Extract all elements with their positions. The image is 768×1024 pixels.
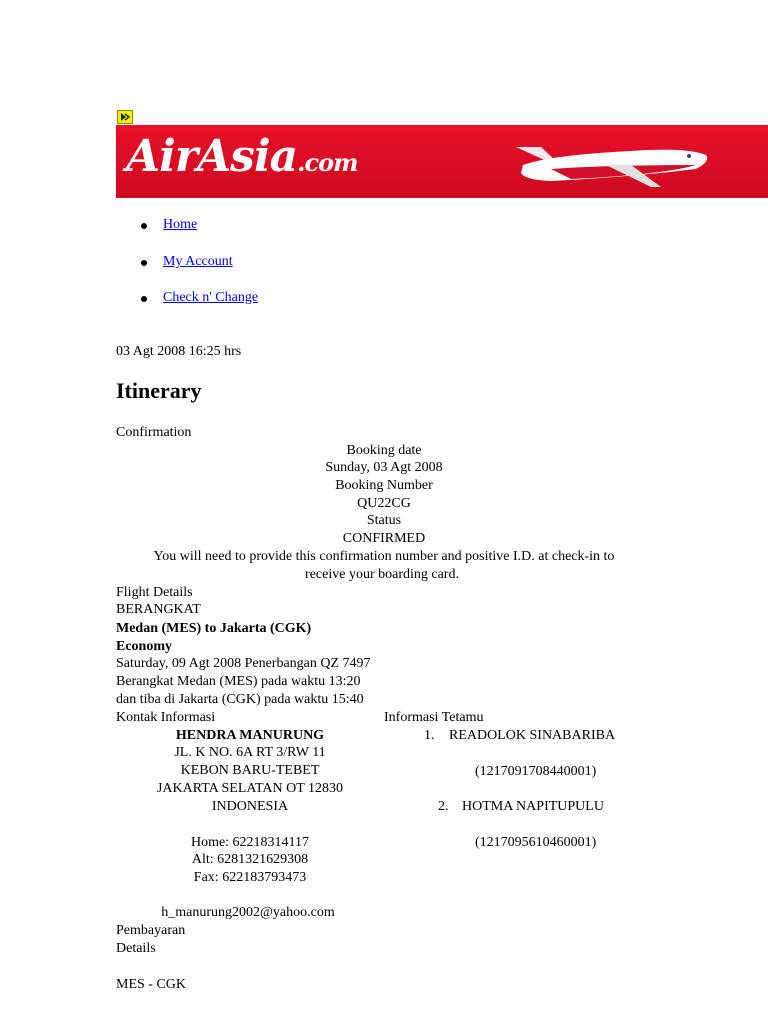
booking-number-label: Booking Number [335,478,433,493]
timestamp: 03 Agt 2008 16:25 hrs [116,344,242,359]
contact-address1: JL. K NO. 6A RT 3/RW 11 [174,745,326,760]
flight-route: Medan (MES) to Jakarta (CGK) [116,621,312,636]
nav-home-link[interactable]: Home [163,217,198,232]
nav-my-account-link[interactable]: My Account [163,254,233,269]
nav-check-change-link[interactable]: Check n' Change [163,290,259,305]
payment-route-code: MES - CGK [116,977,187,992]
nav-bullet [141,296,147,302]
guest-name: READOLOK SINABARIBA [449,728,616,743]
payment-details-label: Details [116,941,156,956]
contact-address2: KEBON BARU-TEBET [180,763,320,778]
contact-address3: JAKARTA SELATAN OT 12830 [156,781,344,796]
nav-bullet [141,260,147,266]
booking-date-value: Sunday, 03 Agt 2008 [325,460,443,475]
contact-country: INDONESIA [211,799,289,814]
guest-id: (1217095610460001) [475,835,597,850]
contact-fax: Fax: 622183793473 [193,870,307,885]
guest-name: HOTMA NAPITUPULU [462,799,604,814]
contact-name: HENDRA MANURUNG [175,728,325,743]
expand-icon[interactable] [117,110,133,124]
booking-number-value: QU22CG [357,496,411,511]
payment-heading: Pembayaran [116,923,186,938]
confirmation-notice-line2: receive your boarding card. [305,567,459,582]
contact-alt-phone: Alt: 6281321629308 [191,852,309,867]
status-label: Status [366,513,402,528]
guest-number: 2. [438,799,449,814]
guest-id: (1217091708440001) [475,764,597,779]
flight-date-number: Saturday, 09 Agt 2008 Penerbangan QZ 7497 [116,656,371,671]
airasia-banner [116,125,768,198]
flight-arrive: dan tiba di Jakarta (CGK) pada waktu 15:40 [116,692,364,707]
status-value: CONFIRMED [342,531,426,546]
contact-home-phone: Home: 62218314117 [190,835,310,850]
flight-direction: BERANGKAT [116,602,201,617]
flight-details-heading: Flight Details [116,585,193,600]
flight-depart: Berangkat Medan (MES) pada waktu 13:20 [116,674,361,689]
airasia-logo: AirAsia.com [126,131,358,182]
booking-date-label: Booking date [346,443,422,458]
page-title: Itinerary [116,378,202,403]
contact-email: h_manurung2002@yahoo.com [161,905,335,920]
airplane-icon [511,125,731,198]
flight-class: Economy [116,639,172,654]
guest-number: 1. [424,728,435,743]
contact-heading: Kontak Informasi [116,710,216,725]
nav-bullet [141,223,147,229]
confirmation-notice-line1: You will need to provide this confirmation number and positive I.D. at check-in to [153,549,615,564]
confirmation-heading: Confirmation [116,425,192,440]
guests-heading: Informasi Tetamu [384,710,484,725]
